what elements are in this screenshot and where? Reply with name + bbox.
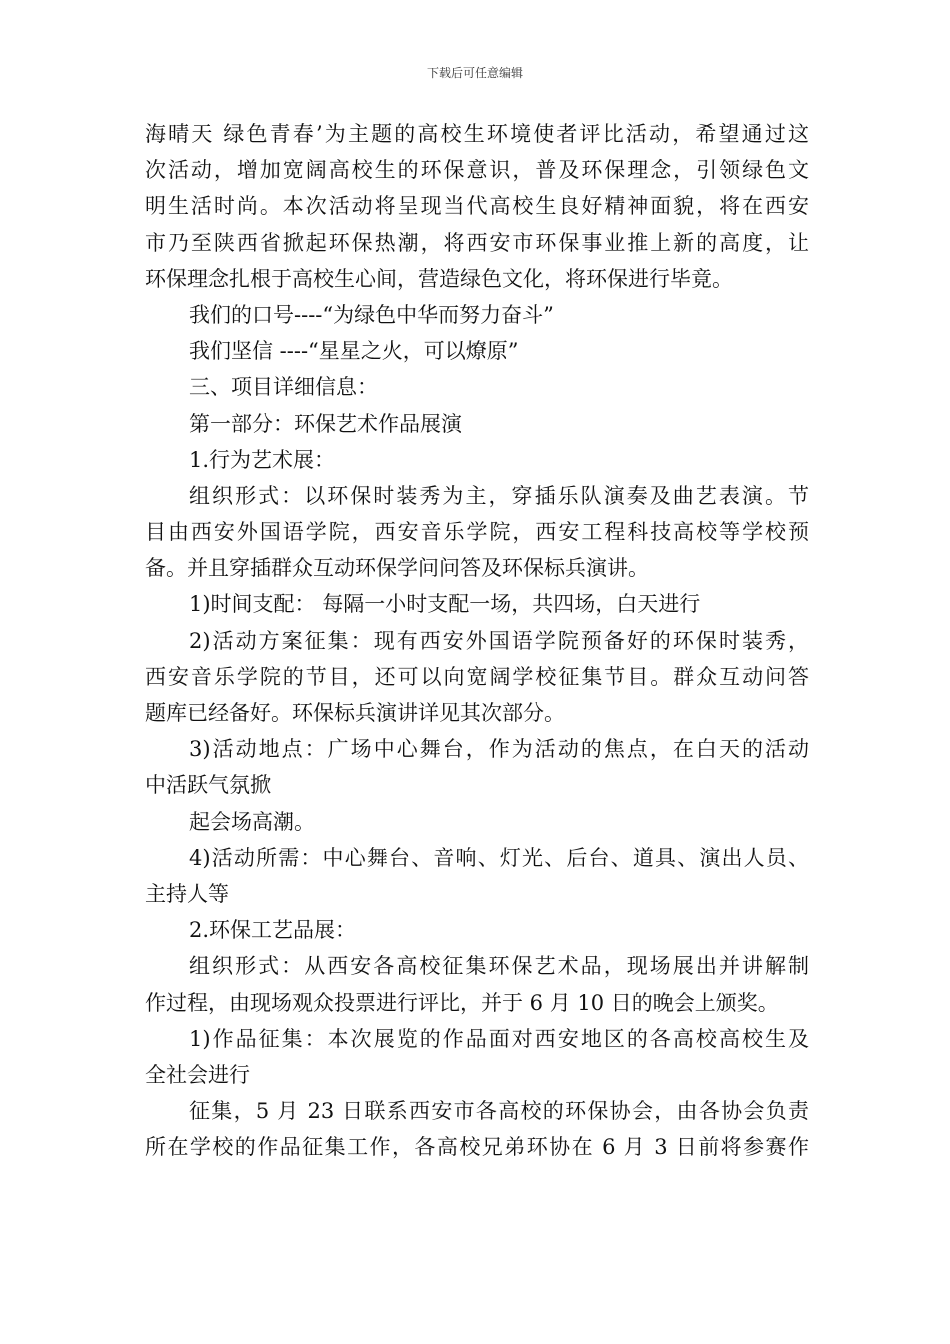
text-line: 我们坚信 ----“星星之火，可以燎原”	[189, 339, 519, 364]
text-line: 明生活时尚。本次活动将呈现当代高校生良好精神面貌，将在西安	[145, 194, 809, 219]
text-line: 征集，5 月 23 日联系西安市各高校的环保协会，由各协会负责	[189, 1099, 809, 1124]
text-line: 全社会进行	[145, 1062, 250, 1087]
text-line: 组织形式：以环保时装秀为主，穿插乐队演奏及曲艺表演。节	[189, 483, 809, 508]
text-line: 西安音乐学院的节目，还可以向宽阔学校征集节目。群众互动问答	[145, 664, 809, 689]
text-line: 主持人等	[145, 881, 229, 906]
text-line: 备。并且穿插群众互动环保学问问答及环保标兵演讲。	[145, 556, 649, 581]
text-line: 所在学校的作品征集工作，各高校兄弟环协在 6 月 3 日前将参赛作	[145, 1135, 809, 1160]
text-line: 1)作品征集：本次展览的作品面对西安地区的各高校高校生及	[189, 1026, 809, 1051]
text-line: 次活动，增加宽阔高校生的环保意识，普及环保理念，引领绿色文	[145, 158, 809, 183]
text-line: 2)活动方案征集：现有西安外国语学院预备好的环保时装秀，	[189, 628, 809, 653]
text-line: 中活跃气氛掀	[145, 773, 271, 798]
text-line: 1.行为艺术展：	[189, 447, 336, 472]
text-line: 我们的口号----“为绿色中华而努力奋斗”	[189, 302, 554, 327]
page-header-note: 下载后可任意编辑	[426, 66, 523, 80]
text-line: 1)时间支配： 每隔一小时支配一场，共四场，白天进行	[189, 592, 701, 617]
text-line: 题库已经备好。环保标兵演讲详见其次部分。	[145, 701, 565, 725]
text-line: 目由西安外国语学院，西安音乐学院，西安工程科技高校等学校预	[145, 520, 809, 545]
document-body	[145, 116, 809, 1165]
text-line: 作过程，由现场观众投票进行评比，并于 6 月 10 日的晚会上颁奖。	[145, 990, 779, 1015]
text-line: 三、项目详细信息：	[189, 375, 378, 400]
text-line: 环保理念扎根于高校生心间，营造绿色文化，将环保进行毕竟。	[145, 266, 733, 291]
text-line: 3)活动地点：广场中心舞台，作为活动的焦点，在白天的活动	[189, 737, 809, 762]
text-line: 第一部分：环保艺术作品展演	[189, 411, 462, 436]
text-line: 组织形式：从西安各高校征集环保艺术品，现场展出并讲解制	[189, 954, 809, 979]
text-line: 海晴天 绿色青春’为主题的高校生环境使者评比活动，希望通过这	[145, 122, 809, 146]
text-line: 4)活动所需：中心舞台、音响、灯光、后台、道具、演出人员、	[189, 845, 809, 870]
text-line: 起会场高潮。	[189, 809, 315, 834]
text-line: 市乃至陕西省掀起环保热潮，将西安市环保事业推上新的高度，让	[145, 230, 809, 255]
text-line: 2.环保工艺品展：	[189, 918, 357, 943]
